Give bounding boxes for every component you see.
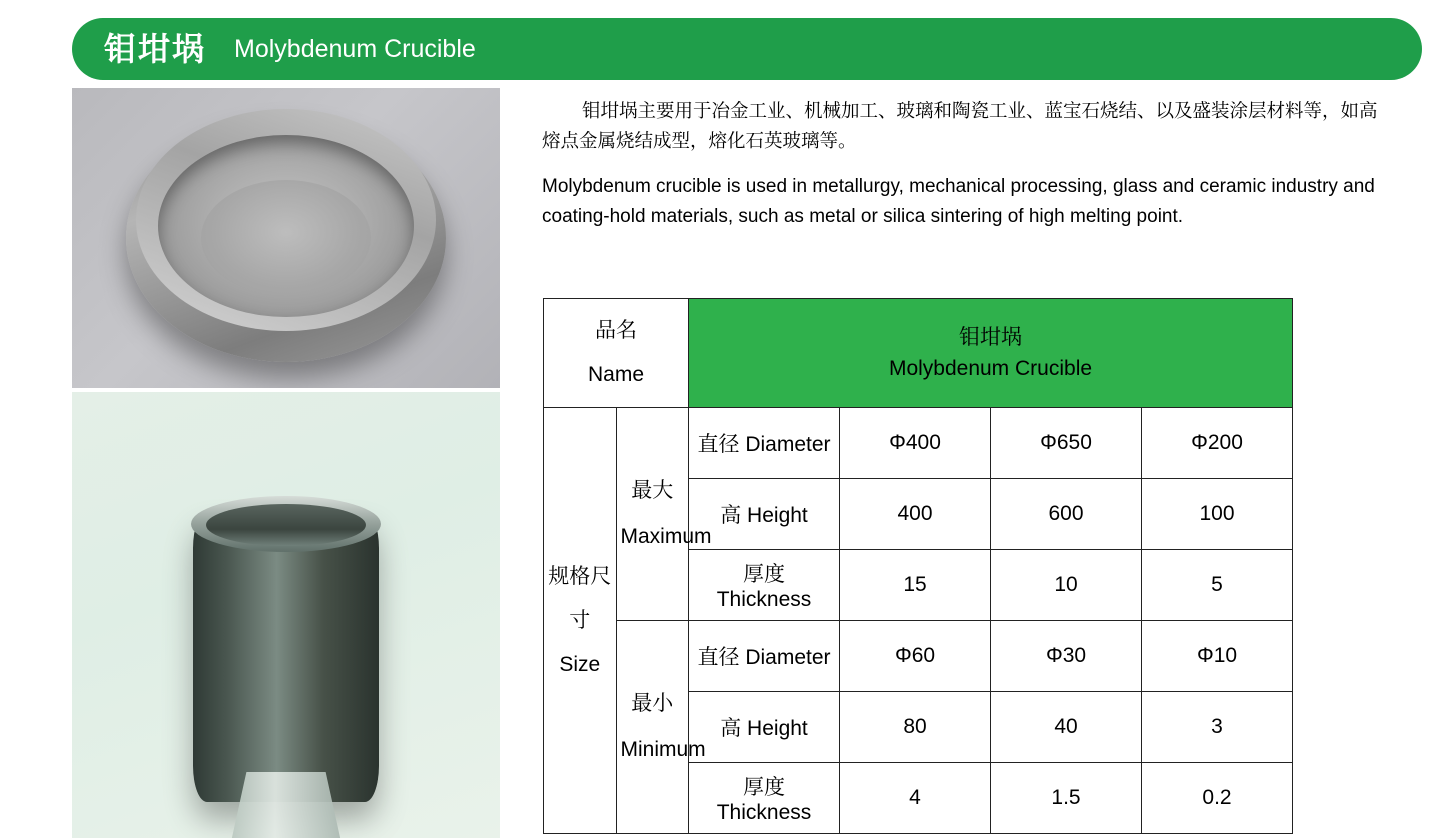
header-name-english: Name bbox=[587, 363, 645, 386]
product-description bbox=[542, 96, 1382, 232]
cell-value: 600 bbox=[991, 479, 1142, 550]
cell-value: 100 bbox=[1142, 479, 1293, 550]
size-label-english: Size bbox=[559, 652, 601, 676]
header-product-chinese: 钼坩埚 bbox=[959, 326, 1022, 349]
cell-value: 0.2 bbox=[1142, 763, 1293, 834]
cell-value: 80 bbox=[840, 692, 991, 763]
specification-table bbox=[543, 298, 1293, 834]
size-label-chinese: 规格尺寸 bbox=[548, 564, 612, 632]
header-name-chinese: 品名 bbox=[595, 319, 637, 342]
group-minimum-chinese: 最小 bbox=[631, 692, 674, 715]
cell-attr-max-height: 高 Height bbox=[689, 479, 840, 550]
cell-value: Φ650 bbox=[991, 408, 1142, 479]
cell-value: Φ30 bbox=[991, 621, 1142, 692]
dish-base-shape bbox=[201, 180, 371, 296]
cell-attr-max-thickness: 厚度 Thickness bbox=[689, 550, 840, 621]
header-cell-product bbox=[689, 299, 1293, 408]
cell-value: Φ200 bbox=[1142, 408, 1293, 479]
cell-group-maximum bbox=[616, 408, 712, 621]
cell-attr-min-diameter: 直径 Diameter bbox=[689, 621, 840, 692]
cell-value: 4 bbox=[840, 763, 991, 834]
cell-value: Φ10 bbox=[1142, 621, 1293, 692]
cell-value: 40 bbox=[991, 692, 1142, 763]
group-maximum-english: Maximum bbox=[620, 525, 712, 548]
page-title-chinese: 钼坩埚 bbox=[104, 31, 207, 67]
header-cell-name bbox=[544, 299, 689, 408]
cell-value: Φ400 bbox=[840, 408, 991, 479]
cell-value: 400 bbox=[840, 479, 991, 550]
table-row bbox=[544, 408, 1293, 479]
cell-attr-min-thickness: 厚度 Thickness bbox=[689, 763, 840, 834]
cell-value: 5 bbox=[1142, 550, 1293, 621]
cell-value: 15 bbox=[840, 550, 991, 621]
cell-attr-min-height: 高 Height bbox=[689, 692, 840, 763]
cell-value: 1.5 bbox=[991, 763, 1142, 834]
cell-attr-max-diameter: 直径 Diameter bbox=[689, 408, 840, 479]
crucible-dish-photo bbox=[72, 88, 500, 388]
cylinder-body-shape bbox=[193, 512, 379, 802]
page-header-banner bbox=[72, 18, 1422, 80]
cell-value: Φ60 bbox=[840, 621, 991, 692]
group-maximum-chinese: 最大 bbox=[631, 479, 674, 502]
description-chinese: 钼坩埚主要用于冶金工业、机械加工、玻璃和陶瓷工业、蓝宝石烧结、以及盛装涂层材料等，如高熔点金属烧结成型，熔化石英玻璃等。 bbox=[542, 100, 1378, 151]
cell-size-label bbox=[544, 408, 617, 834]
header-product-english: Molybdenum Crucible bbox=[888, 357, 1093, 380]
cell-group-minimum bbox=[616, 621, 706, 834]
description-english: Molybdenum crucible is used in metallurgy, mechanical processing, glass and ceramic industry and coating-hold materials, such as metal or silica sintering of high melting point. bbox=[542, 176, 1375, 227]
page-title-english: Molybdenum Crucible bbox=[234, 34, 476, 63]
crucible-cylinder-photo bbox=[72, 392, 500, 838]
cell-value: 3 bbox=[1142, 692, 1293, 763]
cylinder-mouth-inner-shape bbox=[206, 504, 366, 546]
product-images bbox=[72, 88, 500, 838]
table-row bbox=[544, 621, 1293, 692]
cell-value: 10 bbox=[991, 550, 1142, 621]
table-header-row bbox=[544, 299, 1293, 408]
cylinder-stand-shape bbox=[231, 772, 341, 838]
group-minimum-english: Minimum bbox=[620, 738, 706, 761]
